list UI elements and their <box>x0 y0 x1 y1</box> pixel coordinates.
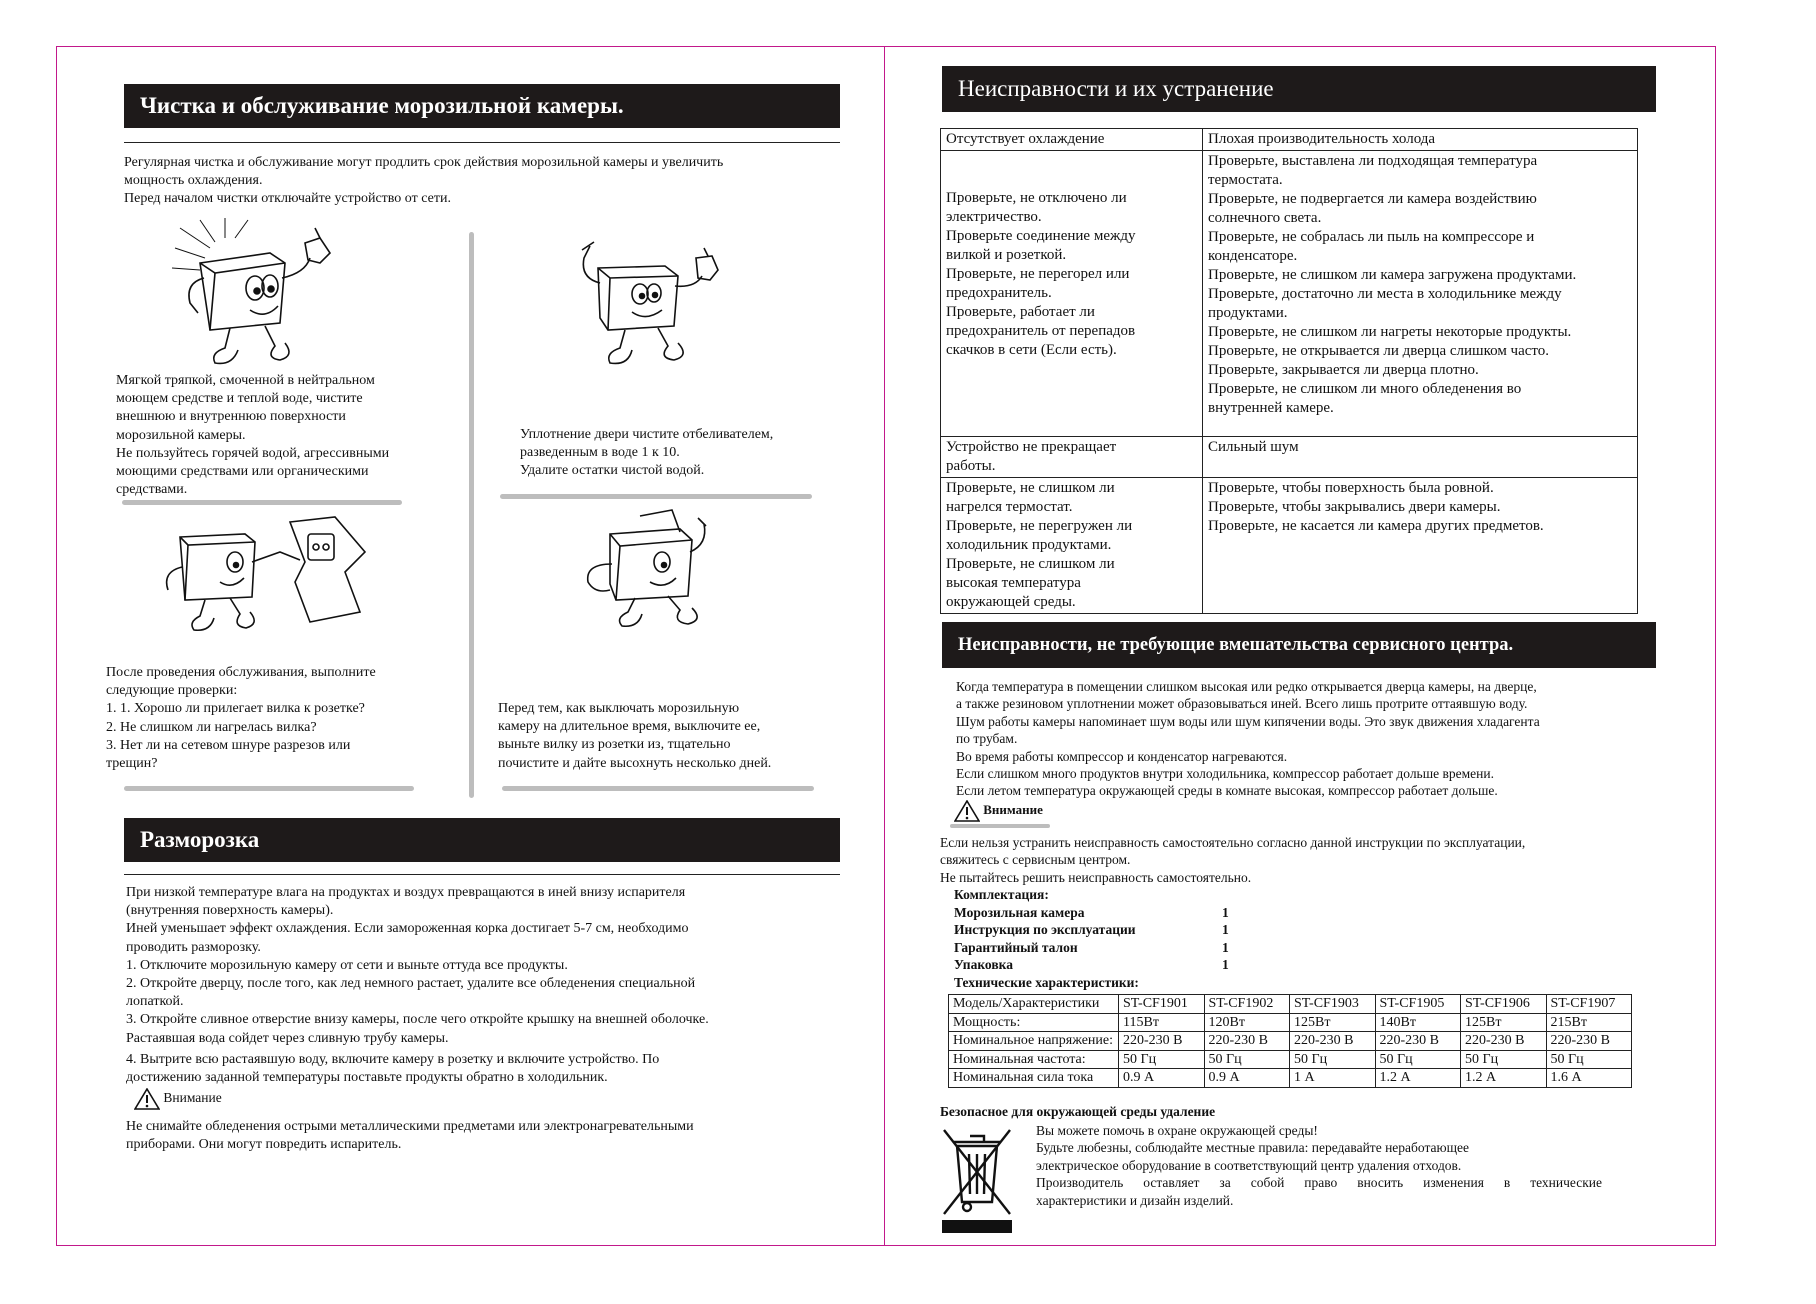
table-cell: Отсутствует охлаждение <box>941 129 1203 151</box>
eco-title: Безопасное для окружающей среды удаление <box>940 1104 1216 1119</box>
divider-left-2 <box>124 786 414 791</box>
specs-title: Технические характеристики: <box>954 974 1139 990</box>
table-cell: 220-230 В <box>1546 1032 1632 1051</box>
cleaning-title-bar <box>124 84 840 128</box>
table-cell: 220-230 В <box>1119 1032 1205 1051</box>
table-cell: 125Вт <box>1290 1013 1376 1032</box>
table-row <box>949 995 1632 1014</box>
table-cell: ST-CF1901 <box>1119 995 1205 1014</box>
table-cell: 50 Гц <box>1546 1050 1632 1069</box>
defrost-warning-label: Внимание <box>163 1090 222 1106</box>
table-cell: 220-230 В <box>1375 1032 1461 1051</box>
table-row <box>941 478 1638 614</box>
cartoon-wiping-illustration <box>170 218 340 368</box>
table-row <box>949 1069 1632 1088</box>
cleaning-step-wipe: Мягкой тряпкой, смоченной в нейтральном моющем средстве и теплой воде, чистите внешнюю и внутреннюю поверхности морозильной камеры. Не пользуйтесь горячей водой, агрессивными моющими средствами или органическими средствами. <box>116 373 390 498</box>
table-cell: 115Вт <box>1119 1013 1205 1032</box>
warning-icon <box>134 1088 160 1110</box>
eco-text: Вы можете помочь в охране окружающей среды! Будьте любезны, соблюдайте местные правила: передавайте неработающее электрическое оборудование в соответствующий центр удаления отходов. Производитель оставляет за собой право вносить изменения в технические характеристики и дизайн изделий. <box>1036 1123 1602 1208</box>
table-cell: 1 А <box>1290 1069 1376 1088</box>
cleaning-title-rule <box>124 142 840 143</box>
table-cell: ST-CF1902 <box>1204 995 1290 1014</box>
table-cell: 140Вт <box>1375 1013 1461 1032</box>
kit-section <box>954 886 1554 991</box>
cleaning-title: Чистка и обслуживание морозильной камеры. <box>140 93 624 118</box>
defrost-text: При низкой температуре влага на продуктах и воздух превращаются в иней внизу испарителя (внутренняя поверхность камеры). Иней уменьшает эффект охлаждения. Если замороженная корка достигает 5-7 см, необходимо проводить разморозку. 1. Отключите морозильную камеру от сети и выньте оттуда все продукты. 2. Откройте дверцу, после того, как лед немного растает, удалите все обледенения специальной лопаткой. 3. Откройте сливное отверстие внизу камеры, после чего откройте крышку на внешней оболочке. Растаявшая вода сойдет через сливную трубу камеры. 4. Вытрите всю растаявшую воду, включите камеру в розетку и включите устройство. По достижению заданной температуры поставьте продукты обратно в холодильник. <box>126 885 709 1086</box>
table-cell: 220-230 В <box>1204 1032 1290 1051</box>
table-cell: Сильный шум <box>1203 437 1638 478</box>
kit-title: Комплектация: <box>954 887 1049 902</box>
page-fold-line <box>884 46 885 1246</box>
divider-right-2 <box>502 786 814 791</box>
table-row <box>941 437 1638 478</box>
defrost-title-rule <box>124 874 840 875</box>
noservice-text: Когда температура в помещении слишком высокая или редко открывается дверца камеры, на дверце, а также резиновом уплотнении может образовываться иней. Всего лишь протрите оттаявшую воду. Шум работы камеры напоминает шум воды или шум кипячении воды. Это звук движения хладагента по трубам. Во время работы компрессор и конденсатор нагреваются. Если слишком много продуктов внутри холодильника, компрессор работает дольше времени. Если летом температура окружающей среды в комнате высокая, компрессор работает дольше. <box>956 679 1540 799</box>
defrost-title: Разморозка <box>140 827 260 852</box>
table-cell: Модель/Характеристики <box>949 995 1119 1014</box>
defrost-warning-text: Не снимайте обледенения острыми металлическими предметами или электронагревательными приборами. Они могут повредить испаритель. <box>126 1119 694 1153</box>
list-item: Морозильная камера 1 <box>954 904 1229 920</box>
table-cell: 1.6 А <box>1546 1069 1632 1088</box>
cartoon-cleaning-seal-illustration <box>570 238 730 378</box>
warning-icon <box>954 800 980 822</box>
defrost-warning <box>134 1088 222 1110</box>
table-cell: ST-CF1906 <box>1461 995 1547 1014</box>
table-cell: 50 Гц <box>1204 1050 1290 1069</box>
table-cell: 1.2 А <box>1375 1069 1461 1088</box>
table-cell: 0.9 А <box>1119 1069 1205 1088</box>
table-cell: 220-230 В <box>1290 1032 1376 1051</box>
table-cell: 125Вт <box>1461 1013 1547 1032</box>
table-cell: Проверьте, не слишком ли нагрелся термостат. Проверьте, не перегружен ли холодильник продуктами. Проверьте, не слишком ли высокая температура окружающей среды. <box>941 478 1203 614</box>
noservice-after-warning: Если нельзя устранить неисправность самостоятельно согласно данной инструкции по эксплуатации, свяжитесь с сервисным центром. Не пытайтесь решить неисправность самостоятельно. <box>940 835 1526 885</box>
table-cell: Проверьте, не отключено ли электричество. Проверьте соединение между вилкой и розеткой. Проверьте, не перегорел или предохранитель. Проверьте, работает ли предохранитель от перепадов скачков в сети (Если есть). <box>941 151 1203 437</box>
table-cell: 50 Гц <box>1119 1050 1205 1069</box>
noservice-warning <box>954 800 1043 822</box>
noservice-title-bar <box>942 622 1656 668</box>
table-cell: 215Вт <box>1546 1013 1632 1032</box>
table-cell: 120Вт <box>1204 1013 1290 1032</box>
list-item: Инструкция по эксплуатации 1 <box>954 922 1229 937</box>
divider-left-1 <box>122 500 402 505</box>
cartoon-drying-illustration <box>580 504 740 634</box>
defrost-title-bar <box>124 818 840 862</box>
divider-right-1 <box>500 494 812 499</box>
noservice-title: Неисправности, не требующие вмешательства сервисного центра. <box>958 634 1514 655</box>
table-row <box>949 1050 1632 1069</box>
table-cell: 50 Гц <box>1290 1050 1376 1069</box>
spec-table <box>948 994 1632 1088</box>
table-cell: ST-CF1903 <box>1290 995 1376 1014</box>
table-cell: Номинальное напряжение: <box>949 1032 1119 1051</box>
cleaning-step-seal: Уплотнение двери чистите отбеливателем, разведенным в воде 1 к 10. Удалите остатки чистой водой. <box>520 427 774 479</box>
table-row <box>949 1013 1632 1032</box>
cleaning-step-storage: Перед тем, как выключать морозильную камеру на длительное время, выключите ее, выньте вилку из розетки из, тщательно почистите и дайте высохнуть несколько дней. <box>498 701 772 771</box>
table-row <box>949 1032 1632 1051</box>
warning-underline <box>950 824 1050 828</box>
table-cell: ST-CF1907 <box>1546 995 1632 1014</box>
list-item: Упаковка 1 <box>954 957 1229 972</box>
table-cell: 0.9 А <box>1204 1069 1290 1088</box>
cartoon-plug-check-illustration <box>160 512 380 632</box>
table-row <box>941 129 1638 151</box>
table-cell: Номинальная частота: <box>949 1050 1119 1069</box>
column-divider <box>469 232 474 798</box>
table-cell: Мощность: <box>949 1013 1119 1032</box>
table-cell: Плохая производительность холода <box>1203 129 1638 151</box>
table-cell: Устройство не прекращает работы. <box>941 437 1203 478</box>
table-row <box>941 151 1638 437</box>
table-cell: Проверьте, чтобы поверхность была ровной. Проверьте, чтобы закрывались двери камеры. Проверьте, не касается ли камера других предметов. <box>1203 478 1638 614</box>
cleaning-intro: Регулярная чистка и обслуживание могут продлить срок действия морозильной камеры и увеличить мощность охлаждения. Перед началом чистки отключайте устройство от сети. <box>124 155 724 207</box>
table-cell: 220-230 В <box>1461 1032 1547 1051</box>
table-cell: Проверьте, выставлена ли подходящая температура термостата. Проверьте, не подвергается ли камера воздействию солнечного света. Проверьте, не собралась ли пыль на компрессоре и конденсаторе. Проверьте, не слишком ли камера загружена продуктами. Проверьте, достаточно ли места в холодильнике между продуктами. Проверьте, не слишком ли нагреты некоторые продукты. Проверьте, не открывается ли дверца слишком часто. Проверьте, закрывается ли дверца плотно. Проверьте, не слишком ли много обледенения во внутренней камере. <box>1203 151 1638 437</box>
table-cell: 50 Гц <box>1375 1050 1461 1069</box>
table-cell: 50 Гц <box>1461 1050 1547 1069</box>
table-cell: 1.2 А <box>1461 1069 1547 1088</box>
trouble-title: Неисправности и их устранение <box>958 76 1274 101</box>
troubleshooting-table <box>940 128 1638 614</box>
crossed-bin-icon <box>940 1122 1014 1234</box>
trouble-title-bar <box>942 66 1656 112</box>
table-cell: ST-CF1905 <box>1375 995 1461 1014</box>
cleaning-step-checks: После проведения обслуживания, выполните следующие проверки: 1. 1. Хорошо ли прилегает вилка к розетке? 2. Не слишком ли нагрелась вилка? 3. Нет ли на сетевом шнуре разрезов или трещин? <box>106 665 376 772</box>
noservice-warning-label: Внимание <box>983 801 1043 817</box>
list-item: Гарантийный талон 1 <box>954 939 1229 955</box>
table-cell: Номинальная сила тока <box>949 1069 1119 1088</box>
